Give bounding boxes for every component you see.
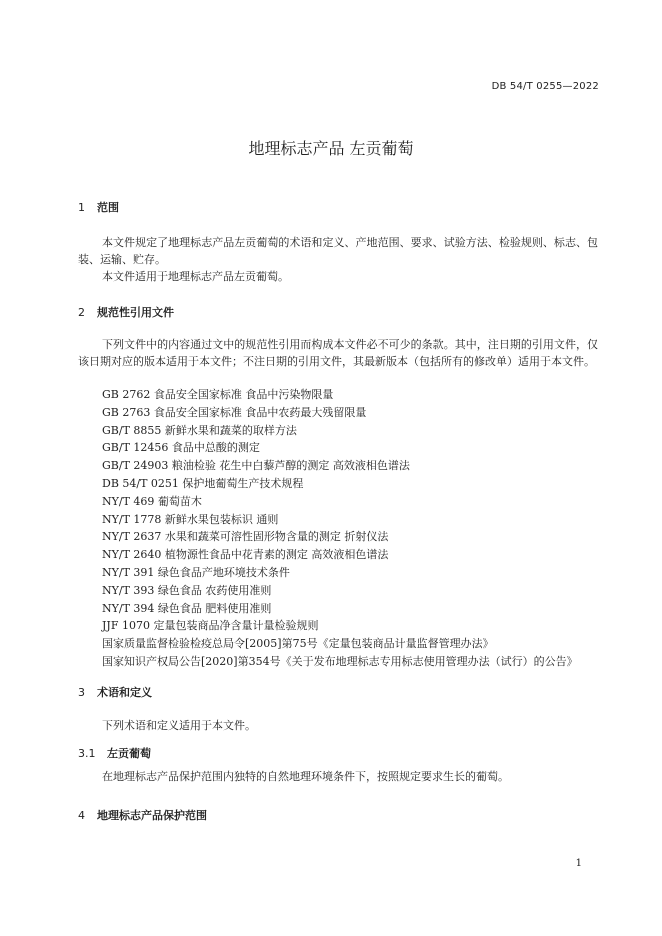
reference-item: NY/T 391 绿色食品产地环境技术条件 (102, 565, 290, 579)
paragraph: 本文件规定了地理标志产品左贡葡萄的术语和定义、产地范围、要求、试验方法、检验规则、标志、包装、运输、贮存。 (78, 236, 598, 266)
reference-item: GB/T 24903 粮油检验 花生中白藜芦醇的测定 高效液相色谱法 (102, 459, 410, 473)
reference-item: NY/T 2637 水果和蔬菜可溶性固形物含量的测定 折射仪法 (102, 530, 389, 544)
paragraph: 下列术语和定义适用于本文件。 (102, 719, 256, 732)
section-1-heading (78, 199, 119, 215)
reference-item: NY/T 394 绿色食品 肥料使用准则 (102, 601, 272, 615)
subsection-3-1-heading (78, 745, 151, 761)
reference-item: NY/T 469 葡萄苗木 (102, 494, 202, 508)
paragraph: 下列文件中的内容通过文中的规范性引用而构成本文件必不可少的条款。其中，注日期的引用文件，仅该日期对应的版本适用于本文件；不注日期的引用文件，其最新版本（包括所有的修改单）适用于本文件。 (78, 338, 598, 368)
section-number: 3 (78, 686, 85, 699)
reference-item: GB 2763 食品安全国家标准 食品中农药最大残留限量 (102, 405, 367, 419)
reference-item: NY/T 1778 新鲜水果包装标识 通则 (102, 512, 279, 526)
section-1-body (78, 234, 598, 285)
section-title: 规范性引用文件 (97, 306, 174, 319)
reference-item: NY/T 393 绿色食品 农药使用准则 (102, 583, 272, 597)
reference-item: JJF 1070 定量包装商品净含量计量检验规则 (102, 619, 319, 633)
document-code: DB 54/T 0255—2022 (491, 81, 599, 92)
subsection-title: 左贡葡萄 (107, 747, 151, 760)
subsection-number: 3.1 (78, 747, 96, 760)
paragraph: 在地理标志产品保护范围内独特的自然地理环境条件下，按照规定要求生长的葡萄。 (102, 770, 509, 783)
section-3-heading (78, 684, 152, 700)
section-number: 2 (78, 306, 85, 319)
section-title: 地理标志产品保护范围 (97, 809, 207, 822)
reference-item: GB/T 12456 食品中总酸的测定 (102, 441, 260, 455)
section-4-heading (78, 807, 207, 823)
paragraph: 本文件适用于地理标志产品左贡葡萄。 (102, 270, 289, 283)
section-title: 术语和定义 (97, 686, 152, 699)
reference-item: GB/T 8855 新鲜水果和蔬菜的取样方法 (102, 423, 297, 437)
reference-item: GB 2762 食品安全国家标准 食品中污染物限量 (102, 388, 334, 401)
reference-item: 国家质量监督检验检疫总局令[2005]第75号《定量包装商品计量监督管理办法》 (102, 637, 494, 651)
section-2-intro (78, 336, 598, 370)
term-definition (78, 768, 598, 785)
normative-references-list (102, 386, 578, 671)
page-title: 地理标志产品 左贡葡萄 (248, 139, 414, 158)
section-title: 范围 (97, 201, 119, 214)
page-number: 1 (575, 858, 582, 869)
reference-item: NY/T 2640 植物源性食品中花青素的测定 高效液相色谱法 (102, 548, 389, 562)
section-number: 1 (78, 201, 85, 214)
section-3-intro (78, 717, 598, 734)
section-number: 4 (78, 809, 85, 822)
reference-item: 国家知识产权局公告[2020]第354号《关于发布地理标志专用标志使用管理办法（试行）的公告》 (102, 654, 578, 668)
section-2-heading (78, 304, 174, 320)
reference-item: DB 54/T 0251 保护地葡萄生产技术规程 (102, 476, 304, 490)
